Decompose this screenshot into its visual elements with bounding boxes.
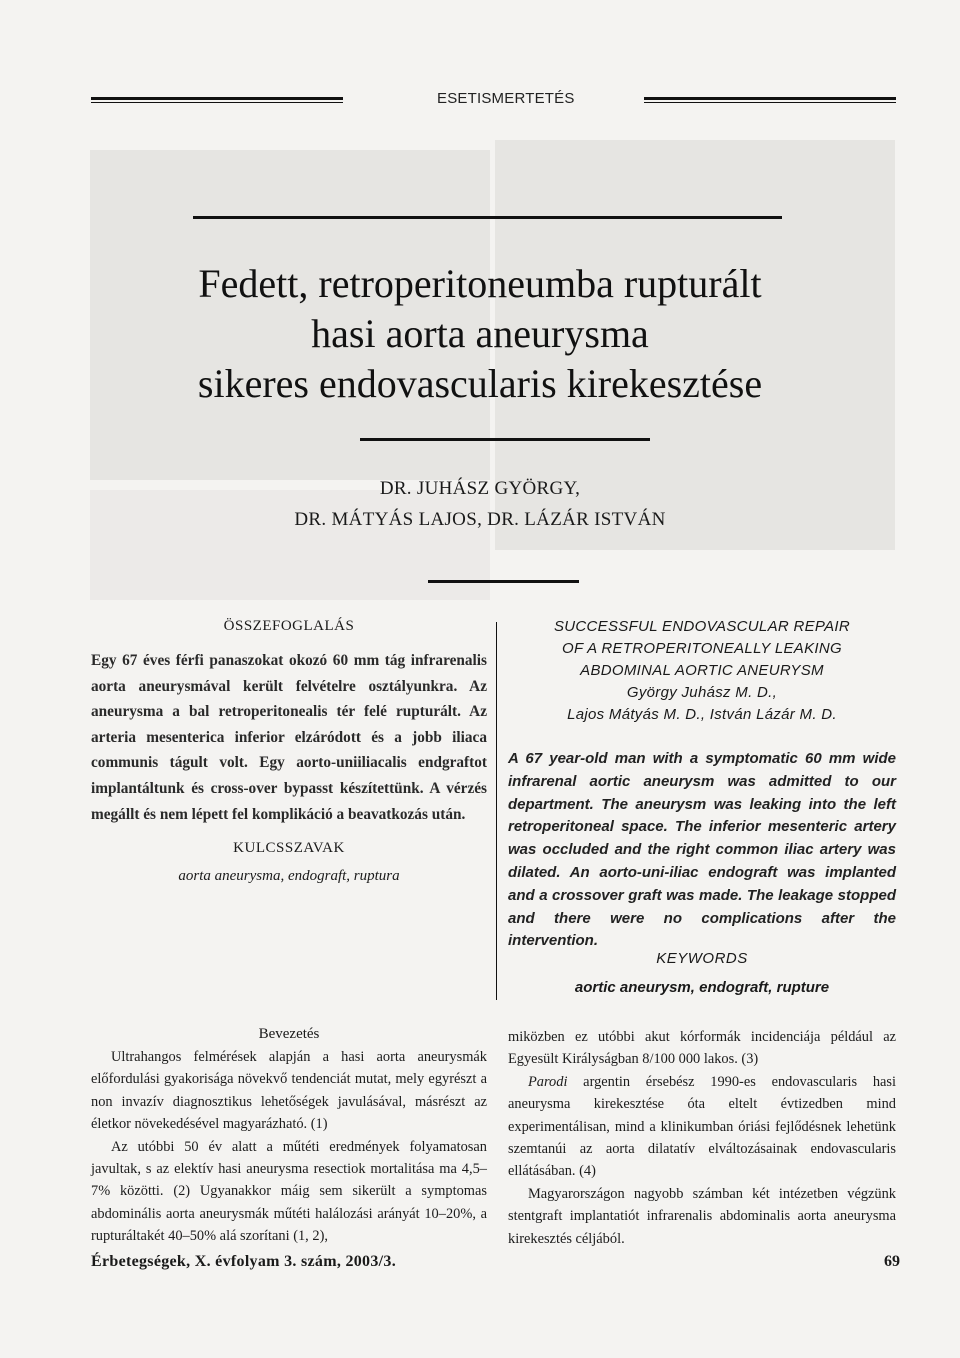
abstract-en-title-line-1: SUCCESSFUL ENDOVASCULAR REPAIR xyxy=(553,618,851,635)
header-rule-left xyxy=(91,97,343,100)
intro-paragraph: miközben ez utóbbi akut kórformák incidenciája például az Egyesült Királyságban 8/100 000 lakos. (3) xyxy=(508,1029,896,1068)
abstract-en-title-line-2: OF A RETROPERITONEALLY LEAKING xyxy=(562,640,842,657)
parodi-text: argentin érsebész 1990-es endovascularis hasi aneurysma kirekesztése óta eltelt évtizedben mind experimentálisan, mind a klinikumban óriási fejlődésnek lehetünk szemtanúi az aorta dilatatív elváltozásainak endovascularis ellátásában. (4) xyxy=(508,1073,896,1180)
header-rule-right xyxy=(644,97,896,100)
authors-line-1: DR. JUHÁSZ GYÖRGY, xyxy=(379,478,581,499)
abstract-hu-heading: ÖSSZEFOGLALÁS xyxy=(223,618,355,634)
intro-paragraph: Ultrahangos felmérések alapján a hasi aorta aneurysmák előfordulási gyakorisága növekvő tendenciát mutat, mely egyrészt a non invazív diagnosztikus lehetőségek javulásával, másrészt az életkor növekedésével magyarázható. (1) xyxy=(91,1049,487,1133)
abstract-column-divider xyxy=(496,622,497,1000)
intro-paragraph: Az utóbbi 50 év alatt a műtéti eredmények folyamatosan javultak, s az elektív hasi aneurysma resectiok mortalitása ma 4,5–7% közötti. (2) Ugyanakkor máig sem sikerült a symptomas abdominális aorta aneurysmák műtéti halálozási arányát 10–20%, a rupturáltakét 40–50% alá szorítani (1, 2), xyxy=(91,1138,487,1245)
show-through-block xyxy=(90,490,490,600)
header-rule-right-thin xyxy=(644,102,896,103)
article-title-line-3: sikeres endovascularis kirekesztése xyxy=(197,361,763,406)
abstract-hu-text: Egy 67 éves férfi panaszokat okozó 60 mm tág infrarenalis aorta aneurysmával került felvételre osztályunkra. Az aneurysma a bal retroperitonealis tér felé rupturált. Az arteria mesenterica inferior elzáródott és a jobb iliaca communis tágult volt. Egy aorto-uniiliacalis endgraftot implantáltunk és cross-over bypasst készítettünk. A vérzés megállt és nem lépett fel komplikáció a beavatkozás után. xyxy=(91,652,487,823)
title-rule-top xyxy=(193,216,782,219)
intro-paragraph-parodi xyxy=(508,1071,896,1183)
article-title-line-2: hasi aorta aneurysma xyxy=(311,311,649,356)
intro-paragraph: Magyarországon nagyobb számban két intézetben végzünk stentgraft implantatiót infrarenalis abdominalis aorta aneurysma kirekesztés céljából. xyxy=(508,1185,896,1247)
authors-line-2: DR. MÁTYÁS LAJOS, DR. LÁZÁR ISTVÁN xyxy=(294,509,666,530)
footer-journal: Érbetegségek, X. évfolyam 3. szám, 2003/3. xyxy=(91,1253,396,1270)
abstract-en-title xyxy=(508,616,896,726)
parodi-name: Parodi xyxy=(528,1073,568,1090)
article-title-line-1: Fedett, retroperitoneumba rupturált xyxy=(198,261,762,306)
title-rule-bottom xyxy=(360,438,650,441)
abstract-en-authors-line-2: Lajos Mátyás M. D., István Lázár M. D. xyxy=(567,706,837,723)
abstract-en-text: A 67 year-old man with a symptomatic 60 mm wide infrarenal aortic aneurysm was admitted to our department. The aneurysm was leaking into the left retroperitoneal space. The inferior mesenteric artery was occluded and the right common iliac artery was dilated. An aorto-uni-iliac endograft was implanted and a crossover graft was made. The leakage stopped and there were no complications after the intervention. xyxy=(508,750,896,950)
abstract-en-title-line-3: ABDOMINAL AORTIC ANEURYSM xyxy=(580,662,824,679)
page-number: 69 xyxy=(884,1253,900,1270)
intro-left-column xyxy=(91,1046,487,1248)
keywords-en: aortic aneurysm, endograft, rupture xyxy=(574,979,830,996)
header-rule-left-thin xyxy=(91,102,343,103)
section-label: ESETISMERTETÉS xyxy=(437,90,575,107)
keywords-hu: aorta aneurysma, endograft, ruptura xyxy=(178,868,400,884)
keywords-hu-heading: KULCSSZAVAK xyxy=(233,840,345,856)
keywords-en-heading: KEYWORDS xyxy=(656,950,748,967)
abstract-en-authors-line-1: György Juhász M. D., xyxy=(626,684,778,701)
intro-heading: Bevezetés xyxy=(258,1026,320,1042)
intro-right-column xyxy=(508,1026,896,1250)
authors-rule xyxy=(428,580,579,583)
